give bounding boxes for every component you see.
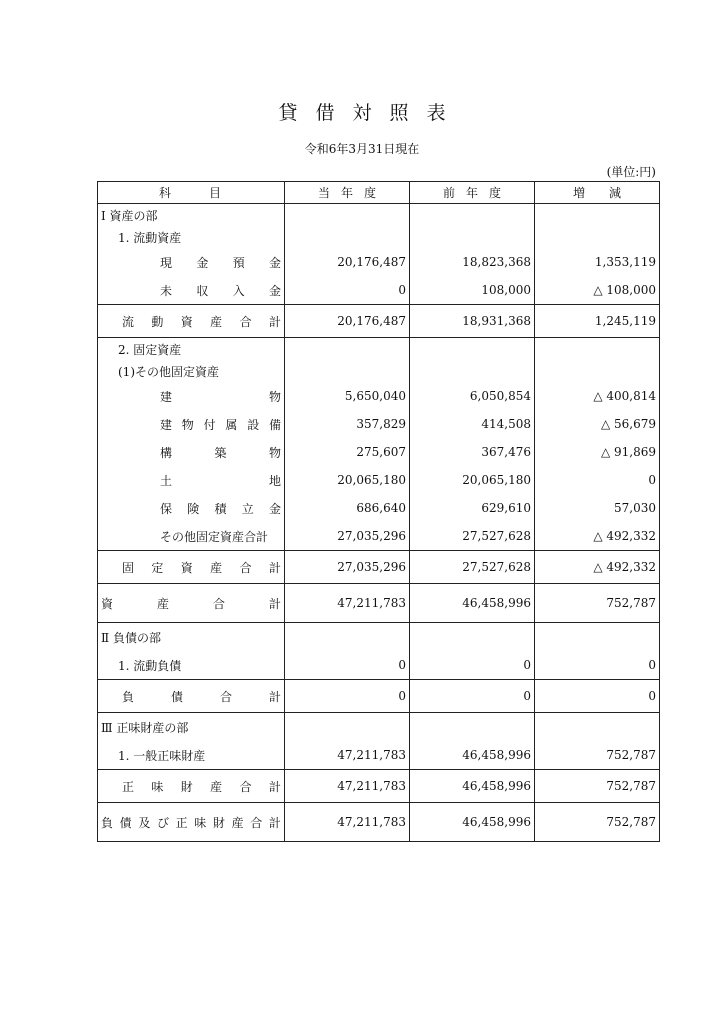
total-row: 正 味 財 産 合 計 47,211,783 46,458,996 752,787 (98, 770, 660, 803)
row-label: 固 定 資 産 合 計 (122, 560, 281, 575)
page-title: 貸借対照表 (278, 102, 464, 124)
grand-total-row: 負 債 及 び 正 味 財 産 合 計 47,211,783 46,458,996 752,787 (98, 803, 660, 842)
row-label: 資 産 合 計 (101, 596, 281, 611)
table-row: 現 金 預 金 20,176,487 18,823,368 1,353,119 (98, 248, 660, 276)
row-label: 土 地 (160, 473, 281, 488)
table-row: 土 地 20,065,180 20,065,180 0 (98, 466, 660, 494)
total-row: 負 債 合 計 0 0 0 (98, 680, 660, 713)
row-label: 前 年 度 (443, 186, 501, 200)
row-label: 正 味 財 産 合 計 (122, 779, 281, 794)
row-label: 増 減 (573, 186, 621, 200)
row-label: 負 債 合 計 (122, 689, 281, 704)
table-row: 建 物 5,650,040 6,050,854 △ 400,814 (98, 382, 660, 410)
report-date: 令和6年3月31日現在 (304, 142, 420, 156)
header-current (285, 182, 410, 204)
total-row: 固 定 資 産 合 計 27,035,296 27,527,628 △ 492,332 (98, 551, 660, 584)
table-row: 1. 流動負債 0 0 0 (98, 651, 660, 680)
row-label: 科 目 (159, 186, 221, 200)
section-row: Ⅱ 負債の部 (98, 623, 660, 652)
table-row: 建 物 付 属 設 備 357,829 414,508 △ 56,679 (98, 410, 660, 438)
table-row: 1. 一般正味財産 47,211,783 46,458,996 752,787 (98, 741, 660, 770)
header-row (98, 182, 660, 204)
unit-label: (単位:円) (606, 165, 656, 179)
section-row: Ⅲ 正味財産の部 (98, 713, 660, 742)
row-label: 未 収 入 金 (160, 283, 281, 298)
total-row: 流 動 資 産 合 計 20,176,487 18,931,368 1,245,119 (98, 305, 660, 338)
header-item (98, 182, 285, 204)
total-row: 資 産 合 計 47,211,783 46,458,996 752,787 (98, 584, 660, 623)
row-label: 負 債 及 び 正 味 財 産 合 計 (101, 815, 281, 830)
table-row: 構 築 物 275,607 367,476 △ 91,869 (98, 438, 660, 466)
header-diff (535, 182, 660, 204)
header-previous (410, 182, 535, 204)
table-row: 保 険 積 立 金 686,640 629,610 57,030 (98, 494, 660, 522)
row-label: 当 年 度 (318, 186, 376, 200)
balance-sheet-table (97, 181, 660, 842)
subsection-row: (1)その他固定資産 (98, 360, 660, 382)
subsection-row: 1. 流動資産 (98, 226, 660, 248)
row-label: 構 築 物 (160, 445, 281, 460)
subsection-row: 2. 固定資産 (98, 338, 660, 361)
row-label: 流 動 資 産 合 計 (122, 314, 281, 329)
row-label: 建 物 付 属 設 備 (160, 417, 281, 432)
row-label: 保 険 積 立 金 (160, 501, 281, 516)
subtotal-row: その他固定資産合計 27,035,296 27,527,628 △ 492,332 (98, 522, 660, 551)
row-label: 現 金 預 金 (160, 255, 281, 270)
table-row: 未 収 入 金 0 108,000 △ 108,000 (98, 276, 660, 305)
section-row: Ⅰ 資産の部 (98, 204, 660, 227)
row-label: 建 物 (160, 389, 281, 404)
